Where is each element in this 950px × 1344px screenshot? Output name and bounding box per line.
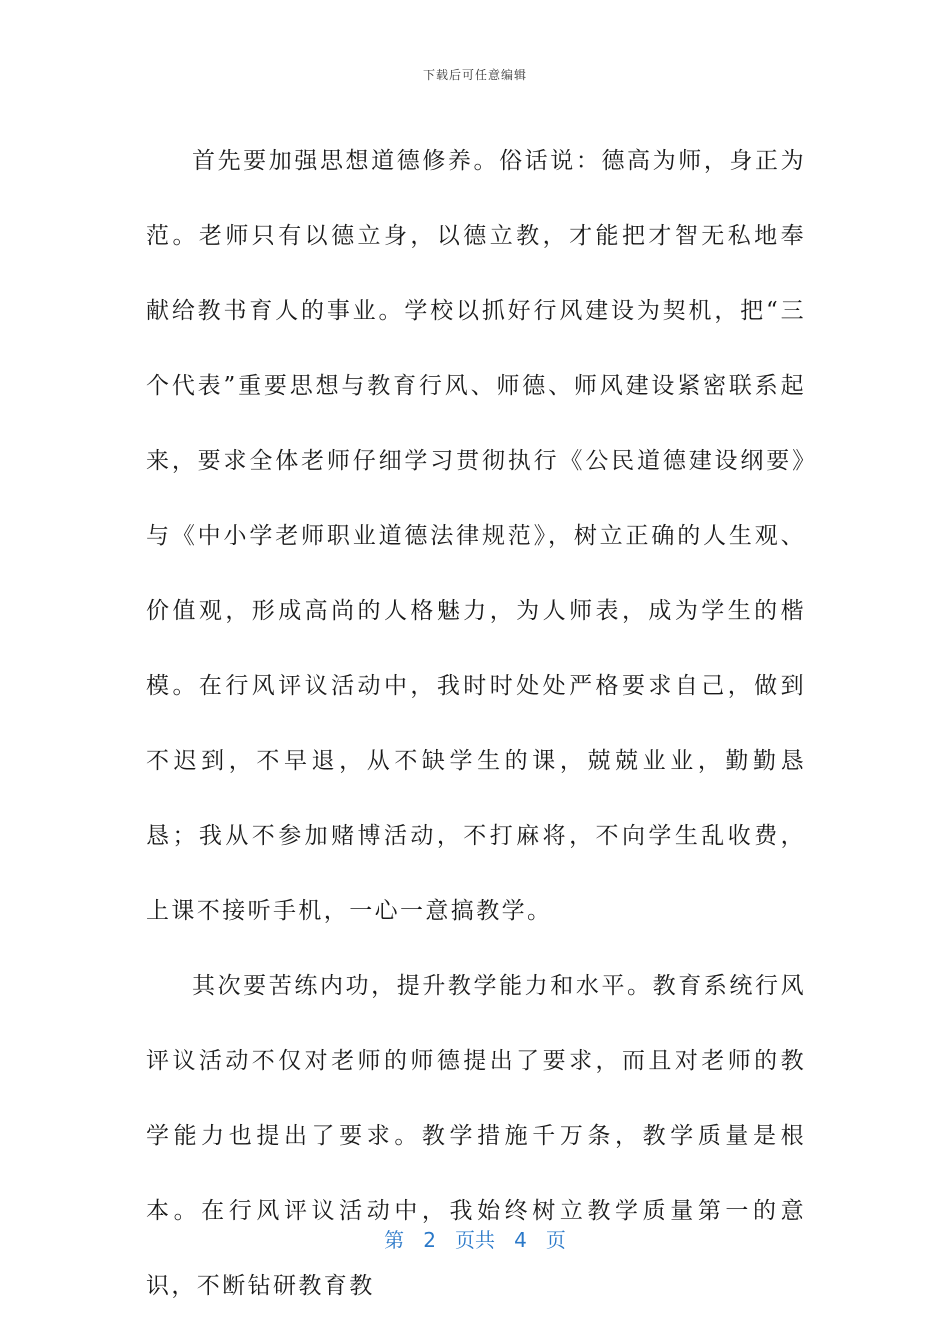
page-number-footer (0, 1224, 950, 1253)
page-middle: 页共 (455, 1228, 495, 1252)
total-pages-number: 4 (514, 1228, 527, 1252)
document-body (146, 124, 806, 1324)
current-page-number: 2 (423, 1228, 436, 1252)
page-prefix: 第 (384, 1228, 405, 1252)
paragraph-1: 首先要加强思想道德修养。俗话说：德高为师，身正为范。老师只有以德立身，以德立教，才能把才智无私地奉献给教书育人的事业。学校以抓好行风建设为契机，把“三个代表”重要思想与教育行风、师德、师风建设紧密联系起来，要求全体老师仔细学习贯彻执行《公民道德建设纲要》与《中小学老师职业道德法律规范》，树立正确的人生观、价值观，形成高尚的人格魅力，为人师表，成为学生的楷模。在行风评议活动中，我时时处处严格要求自己，做到不迟到，不早退，从不缺学生的课，兢兢业业，勤勤恳恳；我从不参加赌博活动，不打麻将，不向学生乱收费，上课不接听手机，一心一意搞教学。 (146, 148, 806, 924)
header-note: 下载后可任意编辑 (422, 68, 527, 82)
page-suffix: 页 (545, 1228, 566, 1252)
paragraph-2: 其次要苦练内功，提升教学能力和水平。教育系统行风评议活动不仅对老师的师德提出了要求，而且对老师的教学能力也提出了要求。教学措施千万条，教学质量是根本。在行风评议活动中，我始终树立教学质量第一的意识，不断钻研教育教 (146, 973, 806, 1299)
